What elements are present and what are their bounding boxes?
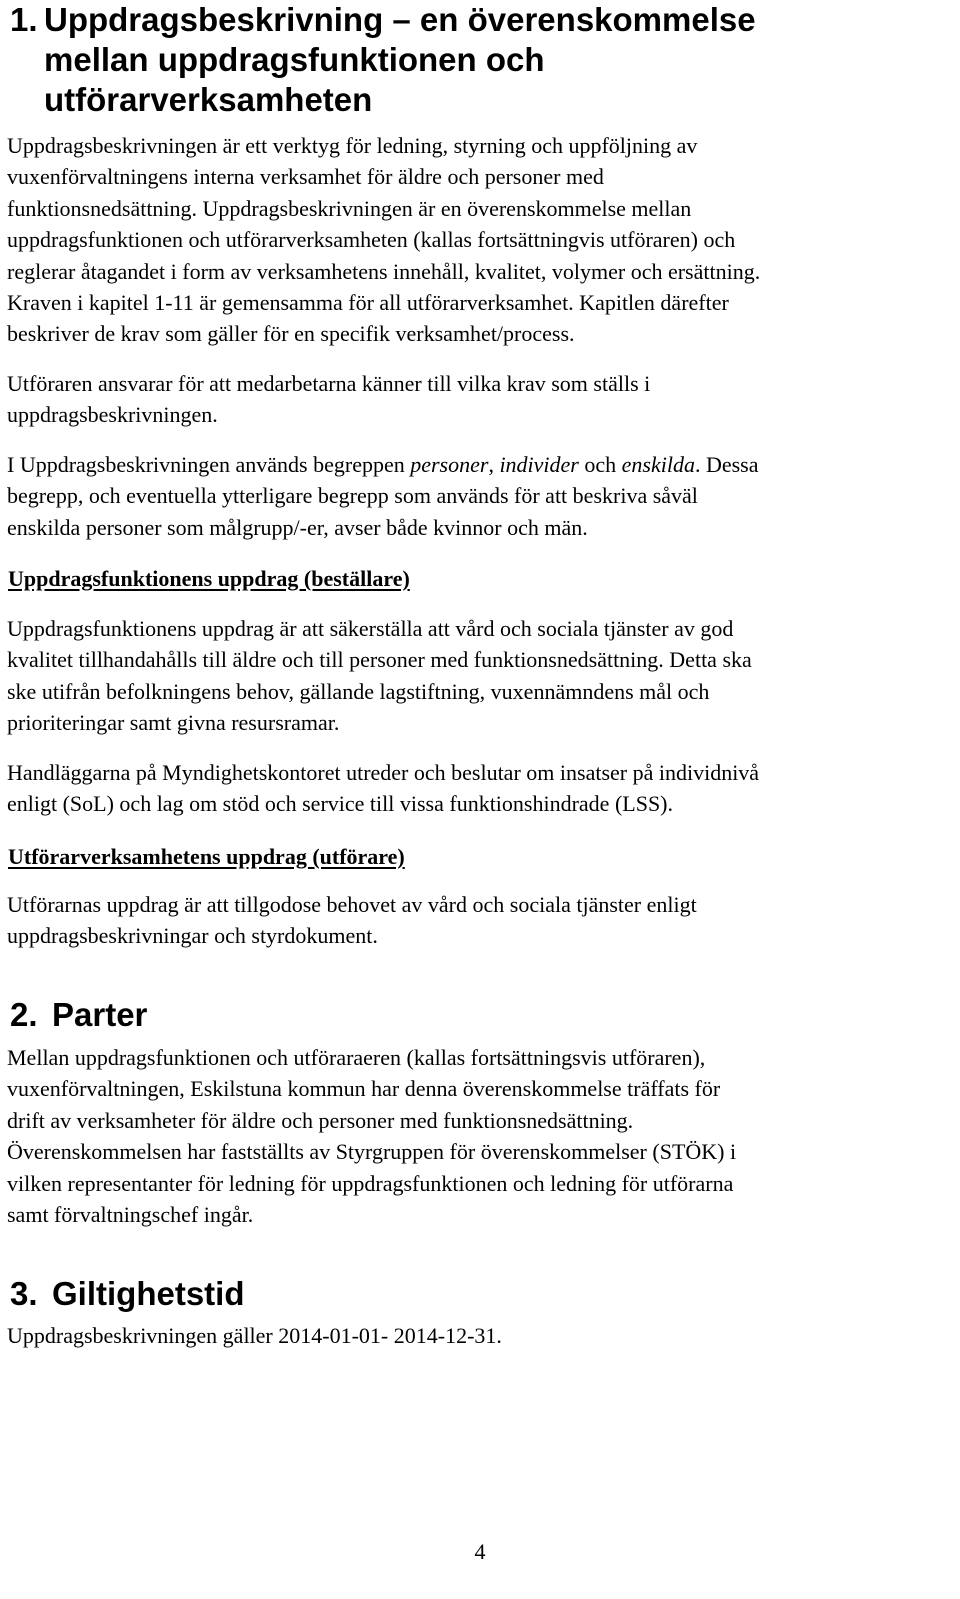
paragraph-line: uppdragsbeskrivningar och styrdokument. <box>7 923 378 949</box>
paragraph-line: enskilda personer som målgrupp/-er, avser både kvinnor och män. <box>7 514 588 540</box>
term-personer: personer <box>410 452 489 477</box>
section-1-title-line-2: mellan uppdragsfunktionen och <box>44 41 545 78</box>
paragraph-line: enligt (SoL) och lag om stöd och service till vissa funktionshindrade (LSS). <box>7 791 674 817</box>
paragraph-line: reglerar åtagandet i form av verksamhetens innehåll, kvalitet, volymer och ersättning. <box>7 258 761 284</box>
page-number: 4 <box>474 1539 486 1564</box>
section-2-number: 2. <box>10 996 38 1033</box>
paragraph-line: uppdragsbeskrivningen. <box>7 402 218 428</box>
paragraph-line: vuxenförvaltningens interna verksamhet för äldre och personer med <box>7 164 604 190</box>
paragraph-line: uppdragsfunktionen och utförarverksamheten (kallas fortsättningvis utföraren) och <box>7 227 736 253</box>
paragraph-line <box>7 449 947 480</box>
paragraph-text: , <box>488 452 500 477</box>
paragraph-line <box>7 193 947 224</box>
paragraph-line: vuxenförvaltningen, Eskilstuna kommun har denna överenskommelse träffats för <box>7 1076 721 1102</box>
paragraph-text: . Dessa <box>694 452 759 477</box>
paragraph-line: kvalitet tillhandahålls till äldre och till personer med funktionsnedsättning. Detta ska <box>7 647 752 673</box>
paragraph-line: drift av verksamheter för äldre och personer med funktionsnedsättning. <box>7 1107 634 1133</box>
term-individer: individer <box>499 452 579 477</box>
section-2-title: Parter <box>52 996 148 1033</box>
section-1-heading <box>10 0 756 40</box>
provider-commission-paragraph <box>7 889 947 952</box>
section-1-title-line-1: Uppdragsbeskrivning – en överenskommelse <box>44 1 756 38</box>
paragraph-line: vilken representanter för ledning för uppdragsfunktionen och ledning för utförarna <box>7 1170 734 1196</box>
paragraph-line: Uppdragsbeskrivningen gäller 2014-01-01- 2014-12-31. <box>7 1323 502 1348</box>
terminology-paragraph <box>7 449 947 543</box>
paragraph-line: samt förvaltningschef ingår. <box>7 1202 254 1228</box>
section-2-heading <box>10 995 147 1035</box>
section-3-number: 3. <box>10 1275 38 1312</box>
paragraph-line: begrepp, och eventuella ytterligare begrepp som används för att beskriva såväl <box>7 483 698 509</box>
subheading-utförare: Utförarverksamhetens uppdrag (utförare) <box>8 844 405 869</box>
validity-paragraph <box>7 1320 947 1351</box>
paragraph-line: Mellan uppdragsfunktionen och utföraraeren (kallas fortsättningsvis utföraren), <box>7 1045 706 1070</box>
intro-paragraph <box>7 130 947 350</box>
paragraph-line: Kraven i kapitel 1-11 är gemensamma för all utförarverksamhet. Kapitlen därefter <box>7 290 729 316</box>
paragraph-text: I Uppdragsbeskrivningen används begreppen <box>7 452 411 477</box>
subheading-beställare: Uppdragsfunktionens uppdrag (beställare) <box>8 566 410 591</box>
paragraph-line: Överenskommelsen har fastställts av Styrgruppen för överenskommelser (STÖK) i <box>7 1139 737 1165</box>
paragraph-line: Utföraren ansvarar för att medarbetarna känner till vilka krav som ställs i <box>7 371 651 396</box>
term-enskilda: enskilda <box>621 452 695 477</box>
case-handlers-paragraph <box>7 757 947 820</box>
paragraph-text: funktionsnedsättning. <box>7 195 198 221</box>
paragraph-line: beskriver de krav som gäller för en specifik verksamhet/process. <box>7 321 575 347</box>
commission-paragraph <box>7 613 947 739</box>
paragraph-line: Uppdragsbeskrivningen är ett verktyg för ledning, styrning och uppföljning av <box>7 133 698 158</box>
paragraph-line: Handläggarna på Myndighetskontoret utreder och beslutar om insatser på individnivå <box>7 760 760 785</box>
section-1-number: 1. <box>10 1 38 38</box>
paragraph-line: prioriteringar samt givna resursramar. <box>7 710 340 736</box>
paragraph-text: och <box>578 452 622 477</box>
paragraph-line: Utförarnas uppdrag är att tillgodose behovet av vård och sociala tjänster enligt <box>7 892 697 917</box>
responsibility-paragraph <box>7 368 947 431</box>
paragraph-text: Uppdragsbeskrivningen är en överenskommelse mellan <box>197 195 692 221</box>
section-3-title: Giltighetstid <box>52 1275 245 1312</box>
parties-paragraph <box>7 1042 947 1230</box>
section-1-title-line-3: utförarverksamheten <box>44 81 373 118</box>
paragraph-line: ske utifrån befolkningens behov, gällande lagstiftning, vuxennämndens mål och <box>7 678 710 704</box>
section-3-heading <box>10 1274 245 1314</box>
paragraph-line: Uppdragsfunktionens uppdrag är att säkerställa att vård och sociala tjänster av god <box>7 616 734 641</box>
